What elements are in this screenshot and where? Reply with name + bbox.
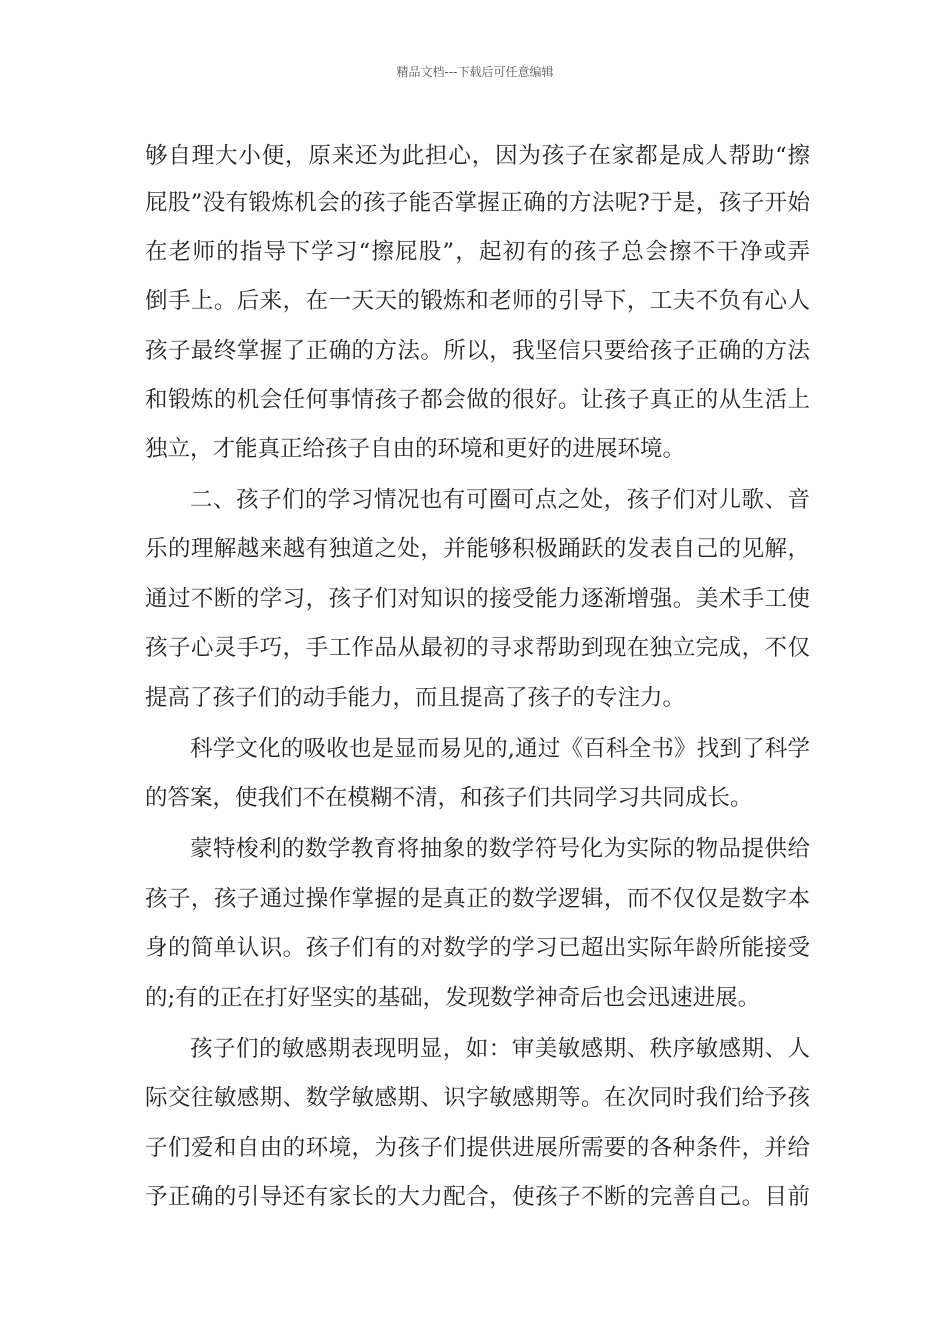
text-line: 乐的理解越来越有独道之处，并能够积极踊跃的发表自己的见解， <box>145 536 810 562</box>
text-line: 科学文化的吸收也是显而易见的,通过《百科全书》找到了科学 <box>190 736 810 762</box>
text-line: 倒手上。后来，在一天天的锻炼和老师的引导下，工夫不负有心人 <box>145 288 810 314</box>
text-line: 予正确的引导还有家长的大力配合，使孩子不断的完善自己。目前 <box>145 1184 810 1210</box>
text-line: 屁股”没有锻炼机会的孩子能否掌握正确的方法呢?于是，孩子开始 <box>145 190 810 216</box>
text-line: 孩子最终掌握了正确的方法。所以，我坚信只要给孩子正确的方法 <box>145 338 810 364</box>
text-line: 的;有的正在打好坚实的基础，发现数学神奇后也会迅速进展。 <box>145 985 761 1011</box>
text-line: 孩子，孩子通过操作掌握的是真正的数学逻辑，而不仅仅是数字本 <box>145 886 810 912</box>
page-header: 精品文档---下载后可任意编辑 <box>396 65 554 79</box>
text-line: 在老师的指导下学习“擦屁股”，起初有的孩子总会擦不干净或弄 <box>145 239 810 265</box>
text-line: 通过不断的学习，孩子们对知识的接受能力逐渐增强。美术手工使 <box>145 586 810 612</box>
text-line: 独立，才能真正给孩子自由的环境和更好的进展环境。 <box>145 436 686 462</box>
text-line: 的答案，使我们不在模糊不清，和孩子们共同学习共同成长。 <box>145 785 753 811</box>
text-line: 蒙特梭利的数学教育将抽象的数学符号化为实际的物品提供给 <box>190 836 810 862</box>
text-line: 孩子心灵手巧，手工作品从最初的寻求帮助到现在独立完成，不仅 <box>145 635 810 661</box>
text-line: 提高了孩子们的动手能力，而且提高了孩子的专注力。 <box>145 685 686 711</box>
text-line: 身的简单认识。孩子们有的对数学的学习已超出实际年龄所能接受 <box>145 935 810 961</box>
text-line: 孩子们的敏感期表现明显，如：审美敏感期、秩序敏感期、人 <box>190 1036 810 1062</box>
text-line: 够自理大小便，原来还为此担心，因为孩子在家都是成人帮助“擦 <box>145 143 810 169</box>
text-line: 二、孩子们的学习情况也有可圈可点之处，孩子们对儿歌、音 <box>190 487 810 513</box>
text-line: 际交往敏感期、数学敏感期、识字敏感期等。在次同时我们给予孩 <box>145 1085 810 1111</box>
text-line: 子们爱和自由的环境，为孩子们提供进展所需要的各种条件，并给 <box>145 1135 810 1161</box>
text-line: 和锻炼的机会任何事情孩子都会做的很好。让孩子真正的从生活上 <box>145 387 810 413</box>
